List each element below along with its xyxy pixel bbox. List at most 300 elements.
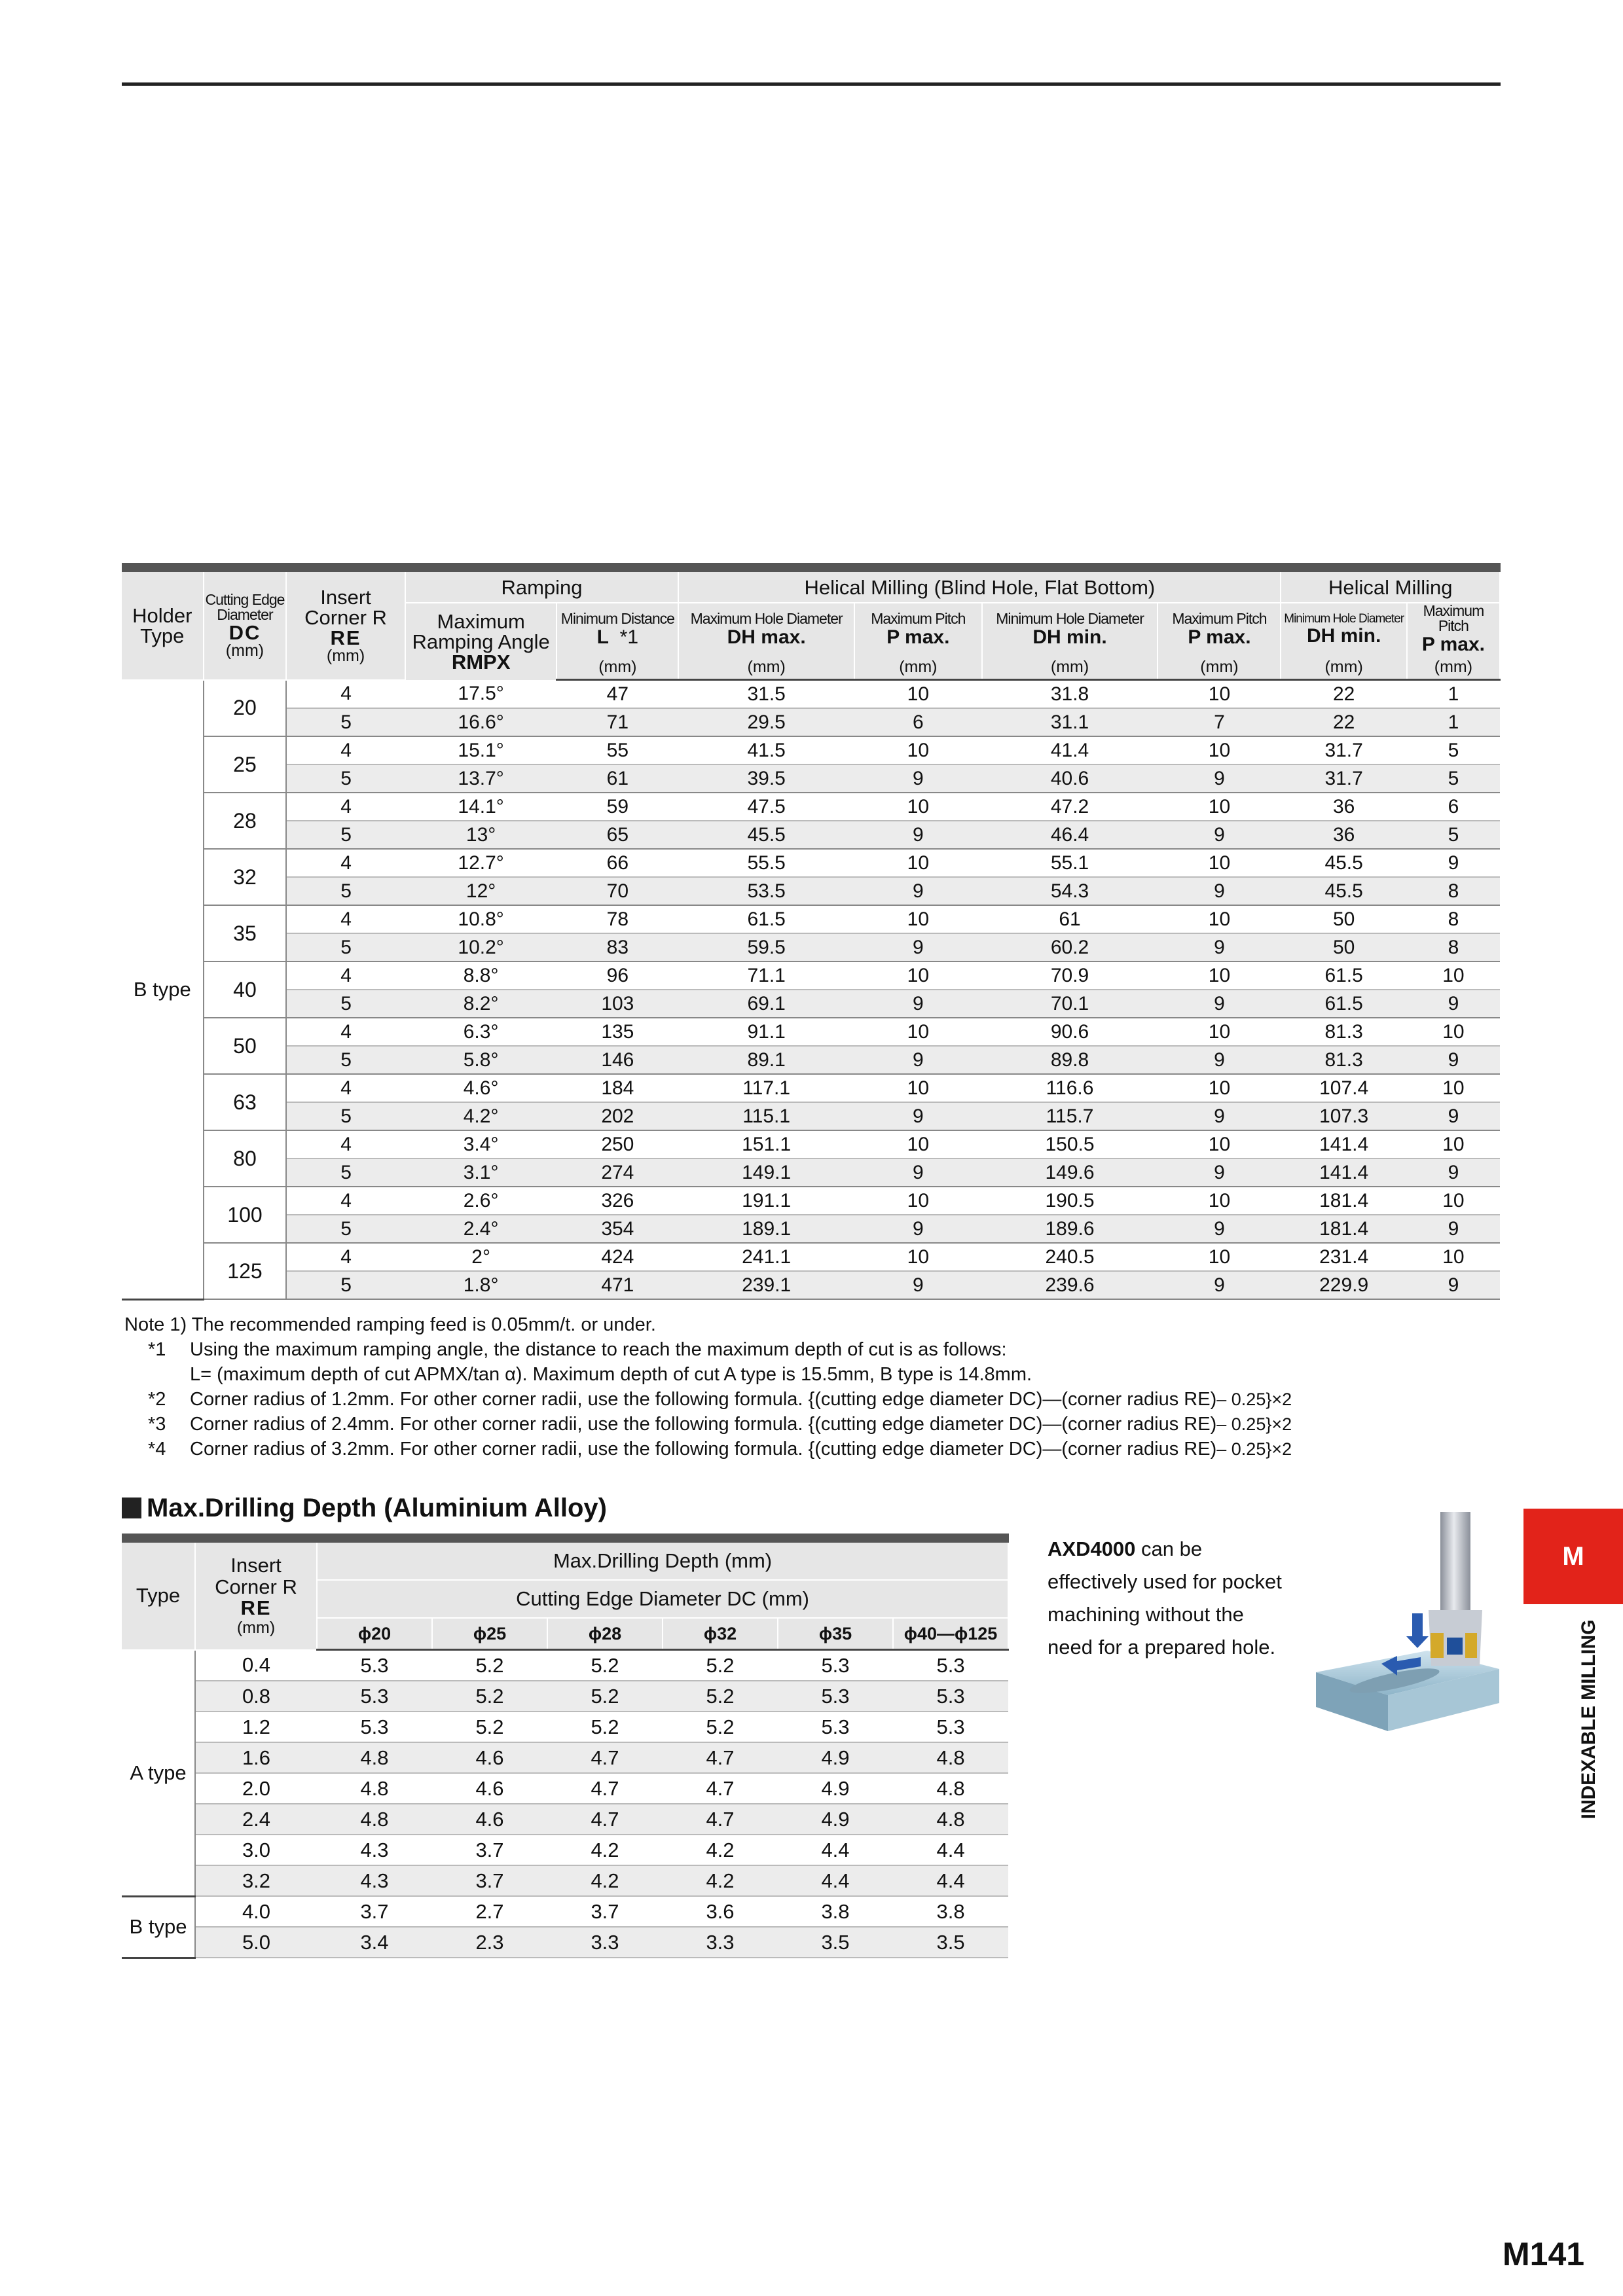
table-cell: 2.4° — [405, 1215, 557, 1243]
table-cell: 10 — [1158, 736, 1281, 764]
table-row — [122, 1804, 1008, 1835]
table-cell: 150.5 — [982, 1130, 1158, 1158]
depth-cell: 4.9 — [778, 1742, 893, 1773]
depth-cell: 4.8 — [893, 1742, 1008, 1773]
depth-cell: 5.3 — [893, 1712, 1008, 1742]
table-row — [122, 1158, 1500, 1187]
table-cell: 59 — [556, 793, 678, 821]
top-rule — [122, 82, 1501, 86]
table-cell: 91.1 — [678, 1018, 854, 1046]
table-cell: 6.3° — [405, 1018, 557, 1046]
table-row — [122, 708, 1500, 736]
depth-cell: 5.2 — [432, 1712, 547, 1742]
table-cell: 71.1 — [678, 961, 854, 990]
table-row — [122, 1742, 1008, 1773]
table-cell: 10 — [854, 849, 982, 877]
depth-cell: 3.5 — [893, 1927, 1008, 1958]
table-cell: 71 — [556, 708, 678, 736]
table-cell: 31.5 — [678, 680, 854, 709]
table-cell: 10 — [1158, 1018, 1281, 1046]
table-cell: 5 — [286, 708, 405, 736]
table-cell: 10 — [854, 961, 982, 990]
depth-cell: 4.4 — [893, 1865, 1008, 1896]
corner-radius-cell: 4.0 — [195, 1896, 317, 1927]
p-max-header-1: Maximum Pitch P max. — [854, 603, 982, 655]
type-cell: B type — [122, 1896, 195, 1958]
table-cell: 9 — [1407, 849, 1500, 877]
table-cell: 10 — [1158, 1074, 1281, 1102]
table-cell: 9 — [1407, 1158, 1500, 1187]
square-bullet-icon — [122, 1498, 141, 1518]
table-cell: 36 — [1281, 793, 1406, 821]
table-cell: 274 — [556, 1158, 678, 1187]
table-cell: 10 — [1158, 1187, 1281, 1215]
table-row — [122, 1074, 1500, 1102]
depth-cell: 5.3 — [317, 1650, 432, 1681]
table-cell: 10 — [854, 905, 982, 933]
table-row — [122, 877, 1500, 905]
notes — [124, 1312, 1499, 1462]
depth-cell: 5.2 — [663, 1650, 778, 1681]
table-cell: 5 — [286, 1158, 405, 1187]
table-cell: 4 — [286, 1187, 405, 1215]
table-cell: 115.1 — [678, 1102, 854, 1130]
table-row — [122, 1773, 1008, 1804]
table-cell: 5 — [286, 1271, 405, 1299]
table-cell: 2° — [405, 1243, 557, 1271]
table-row — [122, 849, 1500, 877]
depth-cell: 4.7 — [663, 1773, 778, 1804]
holder-type-header: Holder Type — [122, 567, 204, 680]
depth-cell: 4.7 — [547, 1773, 663, 1804]
depth-cell: 4.4 — [893, 1835, 1008, 1865]
table-cell: 9 — [854, 764, 982, 793]
depth-cell: 3.8 — [778, 1896, 893, 1927]
table-cell: 45.5 — [678, 821, 854, 849]
cutting-edge-diameter-header: Cutting Edge Diameter DC (mm) — [317, 1580, 1008, 1618]
diameter-col-header: ϕ40—ϕ125 — [893, 1618, 1008, 1650]
table-cell: 181.4 — [1281, 1187, 1406, 1215]
table-cell: 10 — [1407, 1243, 1500, 1271]
depth-cell: 3.3 — [663, 1927, 778, 1958]
table-cell: 5 — [286, 1046, 405, 1074]
table-cell: 184 — [556, 1074, 678, 1102]
table-cell: 9 — [854, 877, 982, 905]
note-1: Note 1) The recommended ramping feed is 0.05mm/t. or under. — [124, 1314, 656, 1335]
table-cell: 61 — [556, 764, 678, 793]
depth-cell: 4.6 — [432, 1742, 547, 1773]
table-cell: 4 — [286, 1130, 405, 1158]
table-cell: 149.6 — [982, 1158, 1158, 1187]
table-cell: 5 — [1407, 736, 1500, 764]
table-cell: 14.1° — [405, 793, 557, 821]
cutting-edge-header: Cutting Edge Diameter DC (mm) — [204, 567, 287, 680]
table-cell: 10 — [1158, 793, 1281, 821]
depth-cell: 3.7 — [432, 1865, 547, 1896]
section-tab-m: M — [1523, 1509, 1623, 1604]
depth-cell: 4.2 — [663, 1835, 778, 1865]
corner-radius-cell: 1.2 — [195, 1712, 317, 1742]
table-row — [122, 1712, 1008, 1742]
table-cell: 9 — [854, 1158, 982, 1187]
table-cell: 146 — [556, 1046, 678, 1074]
table-cell: 5 — [286, 764, 405, 793]
table-cell: 47.5 — [678, 793, 854, 821]
depth-cell: 4.6 — [432, 1804, 547, 1835]
table-row — [122, 1130, 1500, 1158]
table-cell: 1 — [1407, 708, 1500, 736]
table-cell: 10 — [854, 1243, 982, 1271]
diameter-cell: 28 — [204, 793, 287, 849]
table-cell: 2.6° — [405, 1187, 557, 1215]
depth-cell: 5.2 — [547, 1650, 663, 1681]
dh-min-unit: (mm) — [982, 655, 1158, 680]
depth-cell: 4.6 — [432, 1773, 547, 1804]
table-cell: 4 — [286, 1243, 405, 1271]
table-cell: 10 — [1158, 905, 1281, 933]
table-row — [122, 905, 1500, 933]
corner-radius-cell: 0.8 — [195, 1681, 317, 1712]
table-cell: 10 — [1407, 1018, 1500, 1046]
table-cell: 239.1 — [678, 1271, 854, 1299]
depth-cell: 4.8 — [317, 1804, 432, 1835]
table-cell: 55.5 — [678, 849, 854, 877]
table-cell: 4.6° — [405, 1074, 557, 1102]
depth-cell: 2.7 — [432, 1896, 547, 1927]
table-row — [122, 1927, 1008, 1958]
table-cell: 45.5 — [1281, 877, 1406, 905]
table-cell: 8 — [1407, 933, 1500, 961]
depth-cell: 4.8 — [317, 1773, 432, 1804]
diameter-cell: 63 — [204, 1074, 287, 1130]
table-cell: 55 — [556, 736, 678, 764]
depth-cell: 4.8 — [893, 1804, 1008, 1835]
table-cell: 241.1 — [678, 1243, 854, 1271]
table-cell: 202 — [556, 1102, 678, 1130]
table-cell: 10 — [854, 1187, 982, 1215]
table-cell: 9 — [854, 933, 982, 961]
table-cell: 103 — [556, 990, 678, 1018]
dh-min-header-2: Minimum Hole Diameter DH min. — [1281, 603, 1406, 655]
table-cell: 90.6 — [982, 1018, 1158, 1046]
table-cell: 9 — [1158, 821, 1281, 849]
table-cell: 10 — [1158, 1130, 1281, 1158]
table-cell: 10.8° — [405, 905, 557, 933]
table-cell: 9 — [854, 1215, 982, 1243]
table-cell: 10 — [1407, 961, 1500, 990]
table-cell: 65 — [556, 821, 678, 849]
depth-cell: 3.5 — [778, 1927, 893, 1958]
table-cell: 16.6° — [405, 708, 557, 736]
table-cell: 10 — [1407, 1074, 1500, 1102]
depth-cell: 5.2 — [547, 1681, 663, 1712]
diameter-cell: 125 — [204, 1243, 287, 1299]
note-star-2: *2 Corner radius of 1.2mm. For other corner radii, use the following formula. {(cutting edge diameter DC)—(corner radius RE)– 0.25}×2 — [148, 1389, 1292, 1410]
depth-cell: 4.8 — [317, 1742, 432, 1773]
depth-cell: 5.2 — [432, 1650, 547, 1681]
helical-blind-header: Helical Milling (Blind Hole, Flat Bottom) — [678, 567, 1281, 603]
table-cell: 3.1° — [405, 1158, 557, 1187]
table-cell: 81.3 — [1281, 1046, 1406, 1074]
table-cell: 17.5° — [405, 680, 557, 709]
table-cell: 10 — [1407, 1187, 1500, 1215]
table-cell: 135 — [556, 1018, 678, 1046]
table-cell: 5 — [286, 1215, 405, 1243]
table-cell: 10 — [854, 1074, 982, 1102]
table-cell: 9 — [1407, 990, 1500, 1018]
table-cell: 10 — [1158, 849, 1281, 877]
depth-cell: 5.3 — [317, 1681, 432, 1712]
table-cell: 10 — [1407, 1130, 1500, 1158]
diameter-cell: 35 — [204, 905, 287, 961]
table-cell: 4.2° — [405, 1102, 557, 1130]
table-cell: 8.2° — [405, 990, 557, 1018]
table-cell: 89.1 — [678, 1046, 854, 1074]
diameter-cell: 32 — [204, 849, 287, 905]
table-cell: 15.1° — [405, 736, 557, 764]
table-cell: 10 — [854, 793, 982, 821]
table-row — [122, 990, 1500, 1018]
depth-cell: 2.3 — [432, 1927, 547, 1958]
table-cell: 4 — [286, 961, 405, 990]
table-row — [122, 933, 1500, 961]
note-star-3: *3 Corner radius of 2.4mm. For other corner radii, use the following formula. {(cutting edge diameter DC)—(corner radius RE)– 0.25}×2 — [148, 1414, 1292, 1435]
table-cell: 10 — [1158, 961, 1281, 990]
depth-cell: 5.3 — [317, 1712, 432, 1742]
table-cell: 29.5 — [678, 708, 854, 736]
table-cell: 5 — [286, 1102, 405, 1130]
table-cell: 5 — [1407, 764, 1500, 793]
table-cell: 107.3 — [1281, 1102, 1406, 1130]
table-cell: 189.6 — [982, 1215, 1158, 1243]
depth-cell: 3.7 — [317, 1896, 432, 1927]
table-cell: 54.3 — [982, 877, 1158, 905]
depth-cell: 4.4 — [778, 1865, 893, 1896]
min-distance-header: Minimum Distance L *1 — [556, 603, 678, 655]
diameter-col-header: ϕ20 — [317, 1618, 432, 1650]
p-max-header-2: Maximum Pitch P max. — [1158, 603, 1281, 655]
diameter-cell: 80 — [204, 1130, 287, 1187]
pocket-milling-illustration — [1316, 1512, 1499, 1748]
insert-corner-header-2: Insert Corner R RE (mm) — [195, 1538, 317, 1650]
depth-cell: 3.7 — [547, 1896, 663, 1927]
table-cell: 1 — [1407, 680, 1500, 709]
table-cell: 9 — [1158, 990, 1281, 1018]
corner-radius-cell: 2.4 — [195, 1804, 317, 1835]
depth-cell: 4.3 — [317, 1835, 432, 1865]
table-row — [122, 793, 1500, 821]
table-cell: 10 — [854, 1130, 982, 1158]
table-row — [122, 1215, 1500, 1243]
diameter-cell: 20 — [204, 680, 287, 737]
table-cell: 61.5 — [678, 905, 854, 933]
table-cell: 7 — [1158, 708, 1281, 736]
table-cell: 22 — [1281, 680, 1406, 709]
table-cell: 6 — [854, 708, 982, 736]
insert-corner-header: Insert Corner R RE (mm) — [286, 567, 405, 680]
corner-radius-cell: 5.0 — [195, 1927, 317, 1958]
table-cell: 45.5 — [1281, 849, 1406, 877]
table-cell: 190.5 — [982, 1187, 1158, 1215]
table-cell: 240.5 — [982, 1243, 1158, 1271]
depth-cell: 4.9 — [778, 1804, 893, 1835]
table-cell: 4 — [286, 1074, 405, 1102]
table-cell: 250 — [556, 1130, 678, 1158]
table-cell: 39.5 — [678, 764, 854, 793]
ramping-table-body — [122, 680, 1500, 1300]
table-cell: 31.8 — [982, 680, 1158, 709]
table-cell: 5 — [286, 933, 405, 961]
table-cell: 83 — [556, 933, 678, 961]
table-cell: 9 — [1158, 877, 1281, 905]
table-cell: 9 — [854, 990, 982, 1018]
table-cell: 115.7 — [982, 1102, 1158, 1130]
dh-max-header: Maximum Hole Diameter DH max. — [678, 603, 854, 655]
table-cell: 9 — [1407, 1271, 1500, 1299]
table-cell: 4 — [286, 736, 405, 764]
drilling-depth-table — [122, 1534, 1009, 1959]
depth-cell: 4.2 — [663, 1865, 778, 1896]
table-cell: 31.7 — [1281, 736, 1406, 764]
diameter-col-header: ϕ32 — [663, 1618, 778, 1650]
table-cell: 12.7° — [405, 849, 557, 877]
table-cell: 60.2 — [982, 933, 1158, 961]
table-cell: 117.1 — [678, 1074, 854, 1102]
dh-min-unit-2: (mm) — [1281, 655, 1406, 680]
table-cell: 9 — [854, 1046, 982, 1074]
table-row — [122, 1681, 1008, 1712]
depth-cell: 5.3 — [778, 1681, 893, 1712]
depth-cell: 5.3 — [893, 1650, 1008, 1681]
table-cell: 13° — [405, 821, 557, 849]
depth-cell: 4.7 — [547, 1804, 663, 1835]
p-max-unit-2: (mm) — [1158, 655, 1281, 680]
table-cell: 4 — [286, 849, 405, 877]
depth-cell: 3.8 — [893, 1896, 1008, 1927]
table-cell: 181.4 — [1281, 1215, 1406, 1243]
table-cell: 40.6 — [982, 764, 1158, 793]
depth-cell: 3.6 — [663, 1896, 778, 1927]
table-cell: 9 — [854, 1102, 982, 1130]
axd-brand: AXD4000 — [1048, 1537, 1136, 1560]
table-cell: 10 — [1158, 1243, 1281, 1271]
table-cell: 55.1 — [982, 849, 1158, 877]
depth-cell: 5.2 — [432, 1681, 547, 1712]
table-cell: 70.1 — [982, 990, 1158, 1018]
depth-cell: 5.3 — [893, 1681, 1008, 1712]
corner-radius-cell: 3.0 — [195, 1835, 317, 1865]
corner-radius-cell: 0.4 — [195, 1650, 317, 1681]
table-cell: 61.5 — [1281, 990, 1406, 1018]
note-star-4: *4 Corner radius of 3.2mm. For other corner radii, use the following formula. {(cutting edge diameter DC)—(corner radius RE)– 0.25}×2 — [148, 1439, 1292, 1460]
table-row — [122, 1650, 1008, 1681]
table-cell: 9 — [1158, 1102, 1281, 1130]
max-ramp-angle-header: Maximum Ramping Angle RMPX — [405, 603, 557, 680]
table-row — [122, 1835, 1008, 1865]
table-cell: 8 — [1407, 877, 1500, 905]
table-cell: 9 — [854, 821, 982, 849]
table-cell: 59.5 — [678, 933, 854, 961]
table-cell: 50 — [1281, 933, 1406, 961]
table-cell: 36 — [1281, 821, 1406, 849]
p-max-header-3: Maximum Pitch P max. — [1407, 603, 1500, 655]
table-cell: 9 — [1158, 1046, 1281, 1074]
table-row — [122, 1271, 1500, 1299]
ramping-header: Ramping — [405, 567, 678, 603]
depth-cell: 5.2 — [547, 1712, 663, 1742]
depth-cell: 4.7 — [663, 1742, 778, 1773]
table-cell: 231.4 — [1281, 1243, 1406, 1271]
table-cell: 69.1 — [678, 990, 854, 1018]
table-cell: 9 — [1407, 1102, 1500, 1130]
table-cell: 61 — [982, 905, 1158, 933]
depth-cell: 4.3 — [317, 1865, 432, 1896]
table-cell: 53.5 — [678, 877, 854, 905]
table-cell: 47 — [556, 680, 678, 709]
table-cell: 12° — [405, 877, 557, 905]
min-distance-unit: (mm) — [556, 655, 678, 680]
table-cell: 66 — [556, 849, 678, 877]
table-cell: 1.8° — [405, 1271, 557, 1299]
table-cell: 47.2 — [982, 793, 1158, 821]
table-cell: 8.8° — [405, 961, 557, 990]
table-cell: 5.8° — [405, 1046, 557, 1074]
table-cell: 46.4 — [982, 821, 1158, 849]
table-cell: 354 — [556, 1215, 678, 1243]
table-cell: 31.1 — [982, 708, 1158, 736]
table-cell: 89.8 — [982, 1046, 1158, 1074]
max-drilling-depth-header: Max.Drilling Depth (mm) — [317, 1538, 1008, 1580]
table-cell: 70.9 — [982, 961, 1158, 990]
table-cell: 9 — [1158, 1271, 1281, 1299]
table-cell: 10 — [1158, 680, 1281, 709]
table-cell: 107.4 — [1281, 1074, 1406, 1102]
corner-radius-cell: 3.2 — [195, 1865, 317, 1896]
depth-cell: 4.7 — [547, 1742, 663, 1773]
table-cell: 22 — [1281, 708, 1406, 736]
diameter-cell: 100 — [204, 1187, 287, 1243]
page-number: M141 — [1503, 2236, 1585, 2272]
drilling-table-body — [122, 1650, 1008, 1958]
depth-cell: 5.3 — [778, 1712, 893, 1742]
table-cell: 5 — [286, 990, 405, 1018]
table-cell: 78 — [556, 905, 678, 933]
corner-radius-cell: 1.6 — [195, 1742, 317, 1773]
table-cell: 9 — [1158, 764, 1281, 793]
table-row — [122, 1243, 1500, 1271]
depth-cell: 5.3 — [778, 1650, 893, 1681]
depth-cell: 3.3 — [547, 1927, 663, 1958]
note-star-1-formula: L= (maximum depth of cut APMX/tan α). Maximum depth of cut A type is 15.5mm, B type is 14.8mm. — [190, 1364, 1032, 1385]
diameter-col-header: ϕ35 — [778, 1618, 893, 1650]
table-cell: 141.4 — [1281, 1158, 1406, 1187]
table-cell: 4 — [286, 1018, 405, 1046]
table-cell: 70 — [556, 877, 678, 905]
table-cell: 4 — [286, 680, 405, 709]
table-cell: 96 — [556, 961, 678, 990]
depth-cell: 5.2 — [663, 1712, 778, 1742]
table-cell: 9 — [1158, 933, 1281, 961]
diameter-cell: 25 — [204, 736, 287, 793]
depth-cell: 4.4 — [778, 1835, 893, 1865]
table-cell: 326 — [556, 1187, 678, 1215]
dh-max-unit: (mm) — [678, 655, 854, 680]
side-label: INDEXABLE MILLING — [1578, 1619, 1599, 1820]
holder-type-cell: B type — [122, 680, 204, 1300]
table-row — [122, 1102, 1500, 1130]
table-cell: 41.4 — [982, 736, 1158, 764]
note-star-1: *1 Using the maximum ramping angle, the distance to reach the maximum depth of cut is as follows: — [148, 1339, 1007, 1360]
